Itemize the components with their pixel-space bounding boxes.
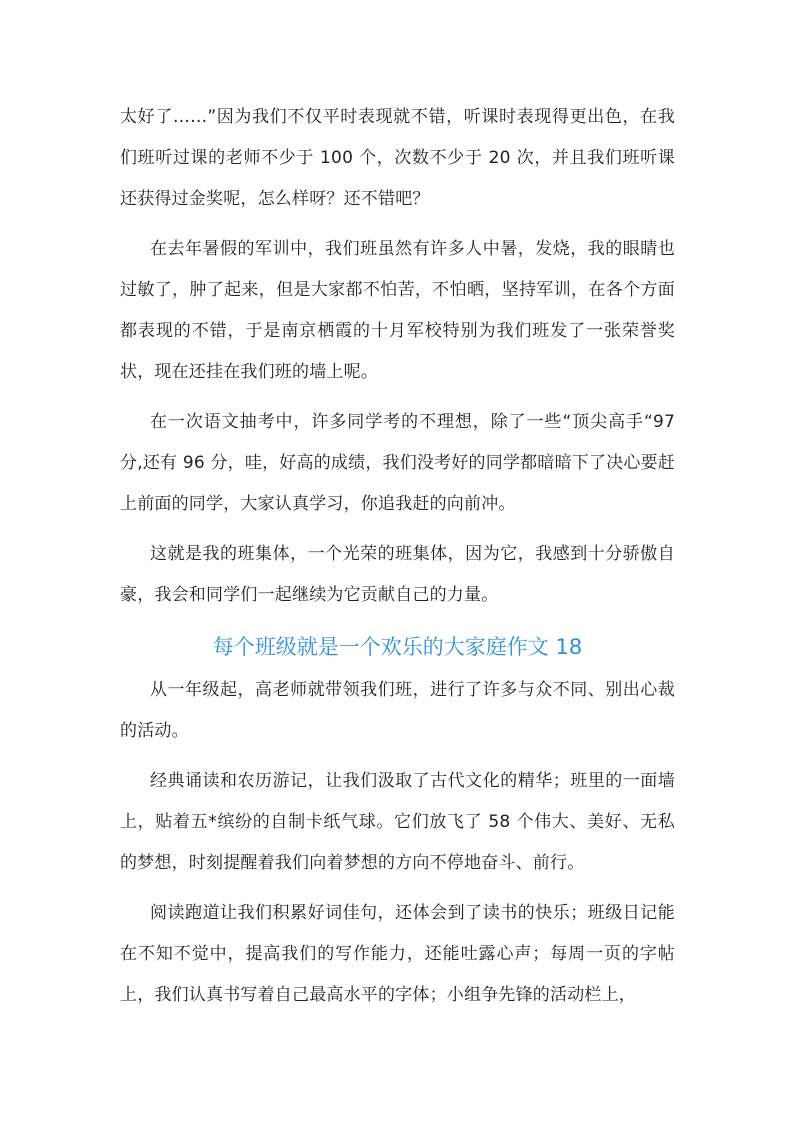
- paragraph-7: 阅读跑道让我们积累好词佳句，还体会到了读书的快乐；班级日记能在不知不觉中，提高我们的写作能力，还能吐露心声；每周一页的字帖上，我们认真书写着自己最高水平的字体；小组争先锋的活动栏上，: [120, 903, 675, 1005]
- paragraph-5: 从一年级起，高老师就带领我们班，进行了许多与众不同、别出心裁的活动。: [120, 680, 675, 741]
- section-heading: 每个班级就是一个欢乐的大家庭作文 18: [212, 635, 583, 659]
- paragraph-3: 在一次语文抽考中，许多同学考的不理想，除了一些“顶尖高手“97 分,还有 96 分，哇，好高的成绩，我们没考好的同学都暗暗下了决心要赶上前面的同学，大家认真学习，你追我赶的向前冲。: [120, 412, 675, 514]
- paragraph-2: 在去年暑假的军训中，我们班虽然有许多人中暑，发烧，我的眼睛也过敏了，肿了起来，但是大家都不怕苦，不怕晒，坚持军训，在各个方面都表现的不错，于是南京栖霞的十月军校特别为我们班发了一张荣誉奖状，现在还挂在我们班的墙上呢。: [120, 239, 675, 382]
- paragraph-6: 经典诵读和农历游记，让我们汲取了古代文化的精华；班里的一面墙上，贴着五*缤纷的自制卡纸气球。它们放飞了 58 个伟大、美好、无私的梦想，时刻提醒着我们向着梦想的方向不停地奋斗、前行。: [120, 771, 675, 873]
- document-page: [120, 0, 675, 1016]
- paragraph-4: 这就是我的班集体，一个光荣的班集体，因为它，我感到十分骄傲自豪，我会和同学们一起继续为它贡献自己的力量。: [120, 544, 675, 605]
- paragraph-1: 太好了……”因为我们不仅平时表现就不错，听课时表现得更出色，在我们班听过课的老师不少于 100 个，次数不少于 20 次，并且我们班听课还获得过金奖呢，怎么样呀？还不错吧？: [120, 107, 675, 209]
